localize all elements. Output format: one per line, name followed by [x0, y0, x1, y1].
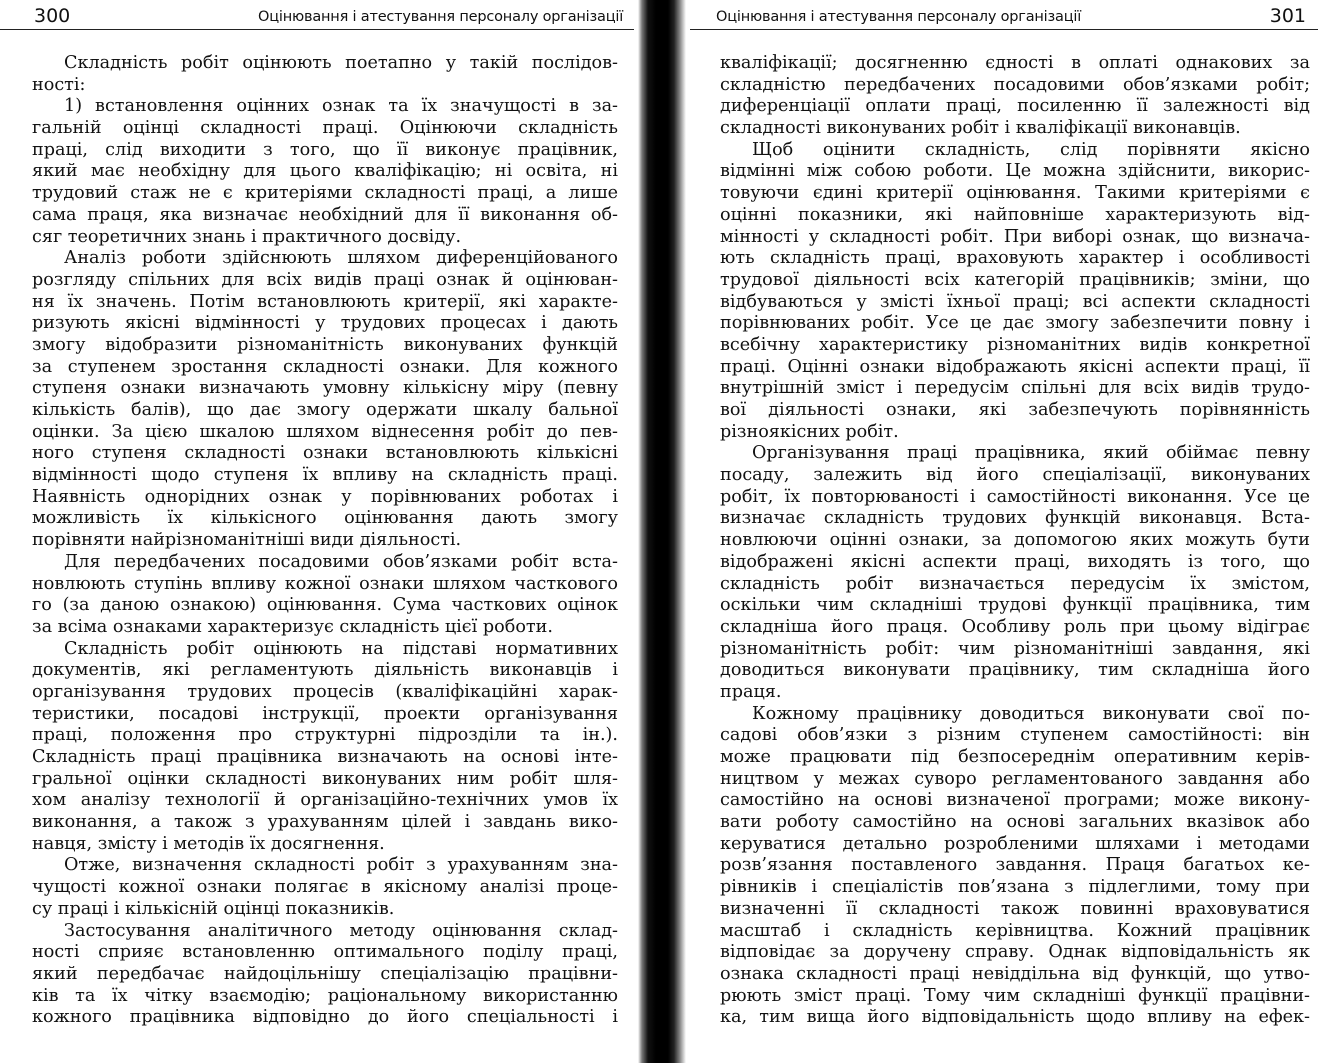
text-line: ступеня ознаки визначають умовну кількісну міру (певну — [32, 378, 618, 399]
text-line: оцінки. За цією шкалою шляхом віднесення робіт до пев- — [32, 421, 618, 442]
text-line: рюють зміст праці. Тому чим складніші функції працівни- — [720, 985, 1310, 1006]
text-line: порівнюваних робіт. Усе це дає змогу забезпечити повну і — [720, 313, 1310, 334]
text-line: праці. Оцінні ознаки відображають якісні аспекти праці, її — [720, 356, 1310, 377]
right-page — [690, 0, 1318, 1063]
text-line: новлюють ступінь впливу кожної ознаки шляхом часткового — [32, 573, 618, 594]
text-line: гальній оцінці складності праці. Оцінюючи складність — [32, 118, 618, 139]
text-line: Щоб оцінити складність, слід порівняти якісно — [752, 139, 1310, 160]
left-page — [0, 0, 634, 1063]
text-line: який передбачає найдоцільнішу спеціалізацію працівни- — [32, 963, 618, 984]
text-line: го (за даною ознакою) оцінювання. Сума часткових оцінок — [32, 595, 618, 616]
text-line: трудовий стаж не є критеріями складності праці, а лише — [32, 183, 618, 204]
text-line: Наявність однорідних ознак у порівнюваних роботах і — [32, 486, 618, 507]
text-line: різноякісних робіт. — [720, 421, 899, 442]
text-line: су праці і кількісній оцінці показників. — [32, 898, 395, 919]
text-line: відповідає за доручену справу. Однак відповідальність як — [720, 942, 1310, 963]
text-line: ного ступеня складності ознаки встановлюють кількісні — [32, 443, 618, 464]
text-line: Кожному працівнику доводиться виконувати свої по- — [752, 703, 1310, 724]
text-line: 1) встановлення оцінних ознак та їх значущості в за- — [64, 96, 618, 117]
text-line: Аналіз роботи здійснюють шляхом диференційованого — [64, 248, 618, 269]
text-line: оцінні показники, які найповніше характеризують від- — [720, 204, 1310, 225]
text-line: праці, положення про структурні підрозділи та ін.). — [32, 725, 618, 746]
text-line: масштаб і складність керівництва. Кожний працівник — [720, 920, 1310, 941]
text-line: новлюючи оцінні ознаки, за допомогою яких можуть бути — [720, 530, 1310, 551]
text-line: відмінності щодо ступеня їх впливу на складність праці. — [32, 465, 618, 486]
text-line: самостійно на основі визначеної програми; може викону- — [720, 790, 1310, 811]
text-line: виконання, а також з урахуванням цілей і завдань вико- — [32, 812, 618, 833]
text-line: оскільки чим складніші трудові функції працівника, тим — [720, 595, 1310, 616]
text-line: ків та їх чітку взаємодію; раціональному використанню — [32, 985, 618, 1006]
text-line: кожного працівника відповідно до його спеціальності і — [32, 1007, 618, 1028]
text-line: ня їх значень. Потім встановлюють критерії, які характе- — [32, 291, 618, 312]
text-line: ності: — [32, 74, 86, 95]
text-line: праця. — [720, 681, 782, 702]
text-line: хом аналізу технології й організаційно-технічних умов їх — [32, 790, 618, 811]
text-line: гральної оцінки складності виконуваних ним робіт шля- — [32, 768, 618, 789]
text-line: Організування праці працівника, який обіймає певну — [752, 443, 1310, 464]
text-line: мінності у складності робіт. При виборі ознак, що визнача- — [720, 226, 1310, 247]
text-line: сама праця, яка визначає необхідний для її виконання об- — [32, 204, 618, 225]
text-line: теристики, посадові інструкції, проекти організування — [32, 703, 618, 724]
text-line: Застосування аналітичного методу оцінювання склад- — [64, 920, 618, 941]
book-spine-shadow — [634, 0, 690, 1063]
text-line: розв’язання поставленого завдання. Праця багатьох ке- — [720, 855, 1310, 876]
left-page-body-text — [32, 53, 618, 1029]
page-number: 301 — [1269, 5, 1306, 27]
text-line: робіт, їх повторюваності і самостійності виконання. Усе це — [720, 486, 1310, 507]
text-line: вої діяльності ознаки, які забезпечують порівнянність — [720, 400, 1310, 420]
text-line: керуватися детально розробленими шляхами і методами — [720, 833, 1310, 854]
running-title: Оцінювання і атестування персоналу організації — [716, 9, 1082, 25]
text-line: навця, змісту і методів їх досягнення. — [32, 833, 385, 854]
text-line: визначенні її складності також повинні враховуватися — [720, 898, 1310, 919]
text-line: товуючи єдині критерії оцінювання. Такими критеріями є — [720, 183, 1310, 204]
text-line: розгляду спільних для всіх видів праці ознак й оцінюван- — [32, 269, 618, 290]
text-line: можливість їх кількісного оцінювання дають змогу — [32, 508, 618, 529]
text-line: Складність робіт оцінюють поетапно у такій послідов- — [64, 53, 618, 73]
text-line: за ступенем зростання складності ознаки. Для кожного — [32, 356, 618, 377]
text-line: документів, які регламентують діяльність виконавців і — [32, 660, 618, 681]
text-line: може працювати під безпосереднім оперативним керів- — [720, 747, 1310, 767]
page-number: 300 — [34, 5, 71, 27]
text-line: кількість балів), що дає змогу одержати шкалу бальної — [32, 400, 618, 420]
text-line: праці, слід виходити з того, що її виконує працівник, — [32, 139, 618, 160]
text-line: який має необхідну для цього кваліфікацію; ні освіта, ні — [32, 161, 618, 182]
text-line: відмінні між собою роботи. Це можна здійснити, викорис- — [720, 161, 1310, 182]
text-line: всебічну характеристику різноманітних видів конкретної — [720, 334, 1310, 355]
text-line: змогу відобразити різноманітність виконуваних функцій — [32, 334, 618, 355]
text-line: доводиться виконувати працівнику, тим складніша його — [720, 660, 1310, 681]
text-line: чущості кожної ознаки полягає в якісному аналізі проце- — [32, 877, 618, 898]
text-line: внутрішній зміст і передусім спільні для всіх видів трудо- — [720, 378, 1310, 399]
text-line: різноманітність робіт: чим різноманітніші завдання, які — [720, 638, 1310, 659]
text-line: визначає складність трудових функцій виконавця. Вста- — [720, 508, 1310, 529]
text-line: відбуваються у змісті їхньої праці; всі аспекти складності — [720, 291, 1310, 312]
text-line: Складність робіт оцінюють на підставі нормативних — [64, 638, 618, 659]
text-line: відображені якісні аспекти праці, виходять із того, що — [720, 551, 1310, 572]
right-page-header — [690, 4, 1318, 30]
text-line: Складність праці працівника визначають на основі інте- — [32, 747, 618, 767]
text-line: складність робіт визначається передусім їх змістом, — [720, 573, 1310, 594]
right-page-body-text — [720, 53, 1310, 1029]
text-line: вати роботу самостійно на основі загальних вказівок або — [720, 812, 1310, 833]
text-line: рівників і спеціалістів пов’язана з підлеглими, тому при — [720, 877, 1310, 898]
text-line: диференціації оплати праці, посиленню її залежності від — [720, 96, 1310, 117]
text-line: складніша його праця. Особливу роль при цьому відіграє — [720, 616, 1310, 637]
text-line: кваліфікації; досягненню єдності в оплаті однакових за — [720, 53, 1310, 73]
text-line: сяг теоретичних знань і практичного досвіду. — [32, 226, 462, 247]
text-line: складності виконуваних робіт і кваліфікації виконавців. — [720, 118, 1241, 139]
text-line: посаду, залежить від його спеціалізації, виконуваних — [720, 465, 1310, 486]
text-line: порівняти найрізноманітніші види діяльності. — [32, 530, 462, 551]
text-line: ють складність праці, враховують характер і особливості — [720, 248, 1310, 269]
left-page-header — [0, 4, 634, 30]
text-line: ознака складності праці невіддільна від функцій, що утво- — [720, 963, 1310, 984]
text-line: складністю передбачених посадовими обов’язками робіт; — [720, 74, 1310, 95]
text-line: Отже, визначення складності робіт з урахуванням зна- — [64, 855, 618, 876]
text-line: ності сприяє встановленню оптимального поділу праці, — [32, 942, 618, 963]
text-line: садові обов’язки з різним ступенем самостійності: він — [720, 725, 1310, 746]
text-line: ризують якісні відмінності у трудових процесах і дають — [32, 313, 618, 334]
running-title: Оцінювання і атестування персоналу організації — [258, 9, 624, 25]
text-line: ництвом у межах суворо регламентованого завдання або — [720, 768, 1310, 789]
text-line: за всіма ознаками характеризує складність цієї роботи. — [32, 616, 553, 637]
text-line: організування трудових процесів (кваліфікаційні харак- — [32, 681, 618, 702]
text-line: ка, тим вища його відповідальність щодо впливу на ефек- — [720, 1007, 1310, 1028]
text-line: трудової діяльності всіх категорій працівників; зміни, що — [720, 269, 1310, 290]
text-line: Для передбачених посадовими обов’язками робіт вста- — [64, 551, 618, 572]
